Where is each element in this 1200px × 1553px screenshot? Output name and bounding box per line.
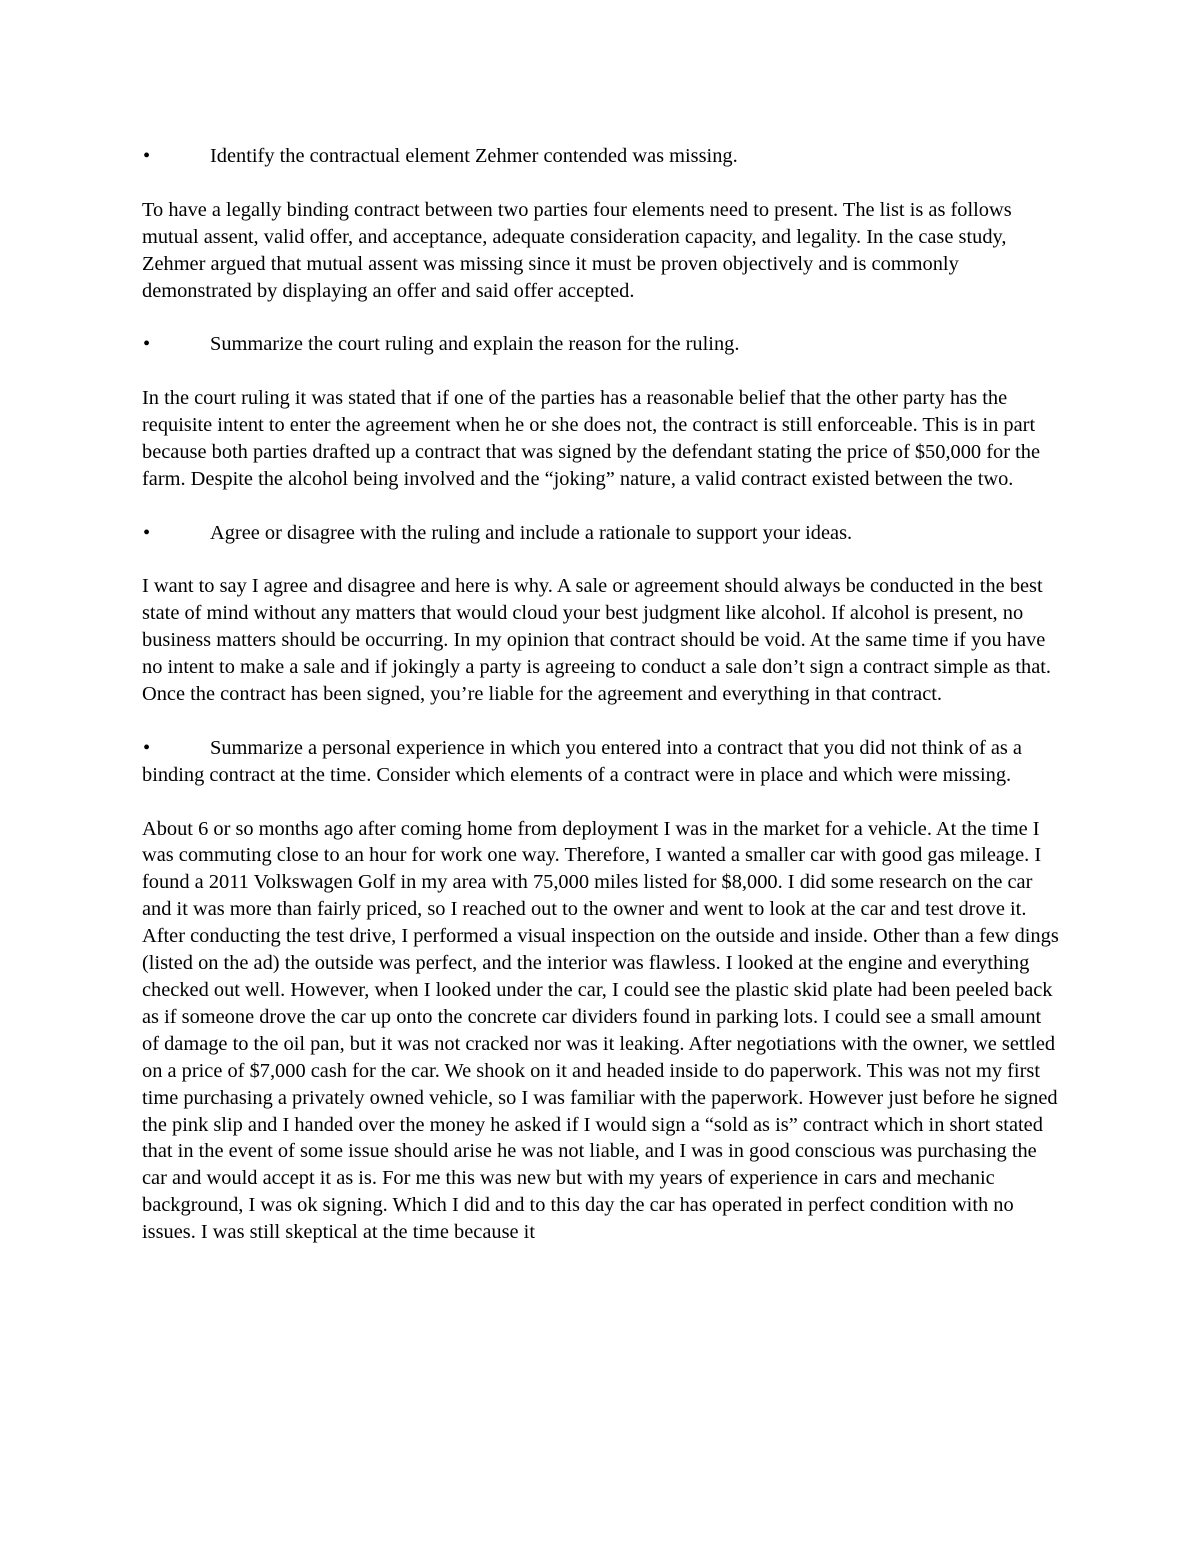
answer-3: I want to say I agree and disagree and here is why. A sale or agreement should always be conducted in the best state of mind without any matters that would cloud your best judgment like alcohol. If alcohol is present, no business matters should be occurring. In my opinion that contract should be void. At the same time if you have no intent to make a sale and if jokingly a party is agreeing to conduct a sale don’t sign a contract simple as that. Once the contract has been signed, you’re liable for the agreement and everything in that contract. (142, 575, 1052, 706)
question-4 (142, 735, 1062, 789)
bullet-mark: • (143, 521, 151, 544)
question-text: Summarize the court ruling and explain the reason for the ruling. (210, 333, 740, 356)
bullet-mark: • (143, 736, 151, 759)
document-body (142, 143, 1062, 1273)
answer-1: To have a legally binding contract between two parties four elements need to present. The list is as follows mutual assent, valid offer, and acceptance, adequate consideration capacity, and legality. In the case study, Zehmer argued that mutual assent was missing since it must be proven objectively and is commonly demonstrated by displaying an offer and said offer accepted. (142, 198, 1012, 302)
question-3 (142, 520, 1062, 547)
question-2 (142, 331, 1062, 358)
bullet-mark: • (143, 333, 151, 356)
question-text: Agree or disagree with the ruling and include a rationale to support your ideas. (210, 521, 853, 544)
bullet-mark: • (143, 145, 151, 167)
question-text: Summarize a personal experience in which you entered into a contract that you did not think of as a binding contract at the time. Consider which elements of a contract were in place and which were missing. (142, 736, 1022, 786)
answer-2: In the court ruling it was stated that if one of the parties has a reasonable belief that the other party has the requisite intent to enter the agreement when he or she does not, the contract is still enforceable. This is in part because both parties drafted up a contract that was signed by the defendant stating the price of $50,000 for the farm. Despite the alcohol being involved and the “joking” nature, a valid contract existed between the two. (142, 387, 1041, 490)
question-text: Identify the contractual element Zehmer contended was missing. (210, 145, 738, 167)
question-1 (142, 143, 1062, 170)
answer-4: About 6 or so months ago after coming home from deployment I was in the market for a vehicle. At the time I was commuting close to an hour for work one way. Therefore, I wanted a smaller car with good gas mileage. I found a 2011 Volkswagen Golf in my area with 75,000 miles listed for $8,000. I did some research on the car and it was more than fairly priced, so I reached out to the owner and went to look at the car and test drove it. After conducting the test drive, I performed a visual inspection on the outside and inside. Other than a few dings (listed on the ad) the outside was perfect, and the interior was flawless. I looked at the engine and everything checked out well. However, when I looked under the car, I could see the plastic skid plate had been peeled back as if someone drove the car up onto the concrete car dividers found in parking lots. I could see a small amount of damage to the oil pan, but it was not cracked nor was it leaking. After negotiations with the owner, we settled on a price of $7,000 cash for the car. We shook on it and headed inside to do paperwork. This was not my first time purchasing a privately owned vehicle, so I was familiar with the paperwork. However just before he signed the pink slip and I handed over the money he asked if I would sign a “sold as is” contract which in short stated that in the event of some issue should arise he was not liable, and I was in good conscious was purchasing the car and would accept it as is. For me this was new but with my years of experience in cars and mechanic background, I was ok signing. Which I did and to this day the car has operated in perfect condition with no issues. I was still skeptical at the time because it (142, 817, 1059, 1244)
